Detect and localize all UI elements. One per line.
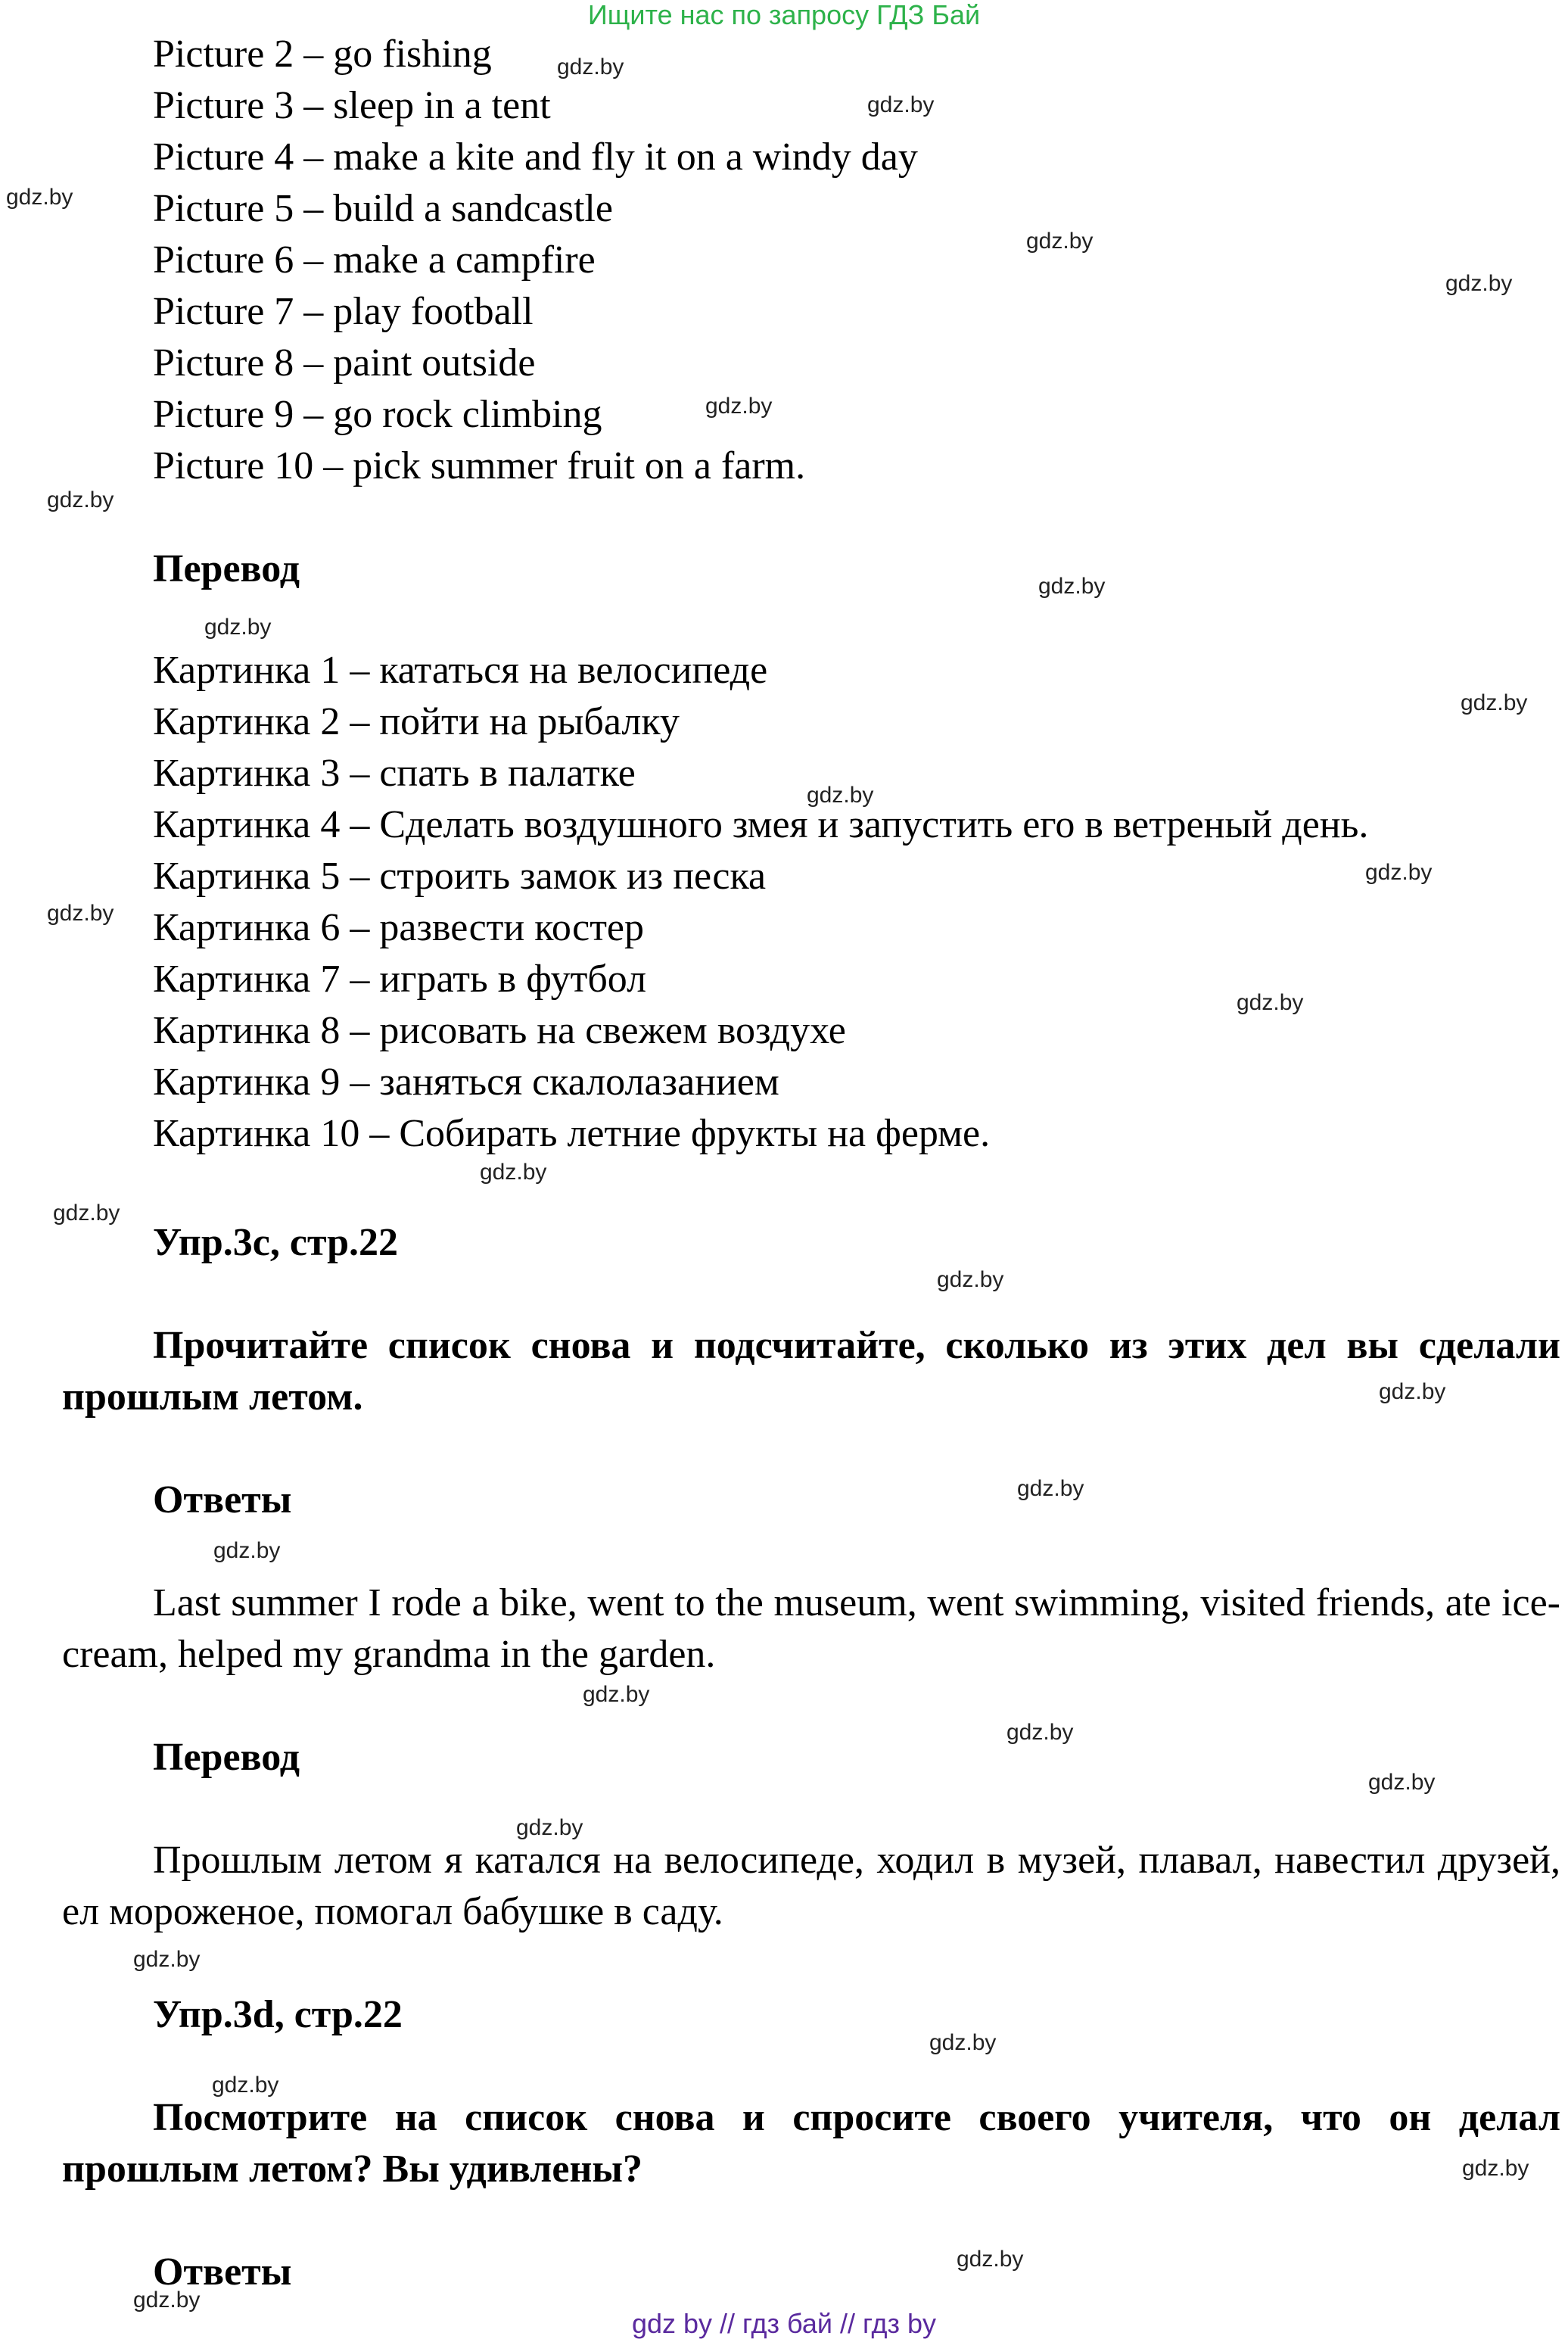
watermark: gdz.by <box>1006 1720 1074 1745</box>
watermark: gdz.by <box>47 487 114 512</box>
bottom-links[interactable]: gdz by // гдз бай // гдз by <box>631 2308 937 2339</box>
russian-list-item: Картинка 4 – Сделать воздушного змея и запустить его в ветреный день. <box>153 803 1369 846</box>
watermark: gdz.by <box>937 1267 1004 1292</box>
watermark: gdz.by <box>133 2288 201 2313</box>
watermark: gdz.by <box>47 901 114 926</box>
english-picture-list <box>153 29 918 492</box>
watermark: gdz.by <box>53 1201 120 1226</box>
watermark: gdz.by <box>583 1682 650 1707</box>
russian-list-item: Картинка 9 – заняться скалолазанием <box>153 1060 779 1104</box>
russian-list-item: Картинка 10 – Собирать летние фрукты на ферме. <box>153 1112 991 1155</box>
watermark: gdz.by <box>213 1538 281 1563</box>
russian-picture-list <box>153 645 1368 1160</box>
exercise-3c-heading: Упр.3c, стр.22 <box>153 1221 399 1264</box>
exercise-3c-task: Прочитайте список снова и подсчитайте, сколько из этих дел вы сделали прошлым летом. <box>62 1324 1560 1419</box>
watermark: gdz.by <box>1462 2156 1529 2181</box>
russian-list-item: Картинка 6 – развести костер <box>153 906 645 949</box>
exercise-3c-translation: Прошлым летом я катался на велосипеде, ходил в музей, плавал, навестил друзей, ел мороженое, помогал бабушке в саду. <box>62 1839 1560 1933</box>
exercise-3d-task: Посмотрите на список снова и спросите своего учителя, что он делал прошлым летом? Вы удивлены? <box>62 2096 1560 2191</box>
watermark: gdz.by <box>516 1815 583 1840</box>
watermark: gdz.by <box>212 2073 279 2098</box>
watermark: gdz.by <box>1445 271 1513 296</box>
watermark: gdz.by <box>1365 860 1433 885</box>
english-list-item: Picture 7 – play football <box>153 290 534 333</box>
watermark: gdz.by <box>1368 1770 1436 1795</box>
answers-heading: Ответы <box>153 2250 292 2294</box>
english-list-item: Picture 2 – go fishing <box>153 33 492 76</box>
translation-heading: Перевод <box>153 547 300 590</box>
english-list-item: Picture 5 – build a sandcastle <box>153 187 613 230</box>
watermark: gdz.by <box>557 55 624 79</box>
english-list-item: Picture 6 – make a campfire <box>153 238 596 282</box>
answers-heading: Ответы <box>153 1478 292 1521</box>
english-list-item: Picture 10 – pick summer fruit on a farm. <box>153 444 806 487</box>
english-list-item: Picture 8 – paint outside <box>153 341 536 385</box>
watermark: gdz.by <box>867 92 935 117</box>
watermark: gdz.by <box>204 615 272 640</box>
watermark: gdz.by <box>1379 1379 1446 1404</box>
translation-heading: Перевод <box>153 1736 300 1779</box>
watermark: gdz.by <box>133 1947 201 1972</box>
watermark: gdz.by <box>1461 690 1528 715</box>
watermark: gdz.by <box>480 1160 547 1185</box>
russian-list-item: Картинка 7 – играть в футбол <box>153 958 647 1001</box>
english-list-item: Picture 3 – sleep in a tent <box>153 84 551 127</box>
watermark: gdz.by <box>807 783 874 808</box>
watermark: gdz.by <box>1017 1476 1084 1501</box>
exercise-3c-answer: Last summer I rode a bike, went to the museum, went swimming, visited friends, ate ice-cream, helped my grandma in the garden. <box>62 1581 1560 1676</box>
watermark: gdz.by <box>705 394 773 419</box>
russian-list-item: Картинка 2 – пойти на рыбалку <box>153 700 680 743</box>
english-list-item: Picture 4 – make a kite and fly it on a windy day <box>153 135 918 179</box>
watermark: gdz.by <box>1038 574 1106 599</box>
watermark: gdz.by <box>929 2030 997 2055</box>
english-list-item: Picture 9 – go rock climbing <box>153 393 602 436</box>
watermark: gdz.by <box>1237 990 1304 1015</box>
watermark: gdz.by <box>1026 229 1094 254</box>
watermark: gdz.by <box>6 185 73 210</box>
exercise-3d-heading: Упр.3d, стр.22 <box>153 1993 403 2036</box>
russian-list-item: Картинка 1 – кататься на велосипеде <box>153 649 768 692</box>
russian-list-item: Картинка 3 – спать в палатке <box>153 752 636 795</box>
russian-list-item: Картинка 5 – строить замок из песка <box>153 855 767 898</box>
watermark: gdz.by <box>957 2247 1024 2272</box>
russian-list-item: Картинка 8 – рисовать на свежем воздухе <box>153 1009 846 1052</box>
top-banner[interactable]: Ищите нас по запросу ГДЗ Бай <box>587 0 981 30</box>
